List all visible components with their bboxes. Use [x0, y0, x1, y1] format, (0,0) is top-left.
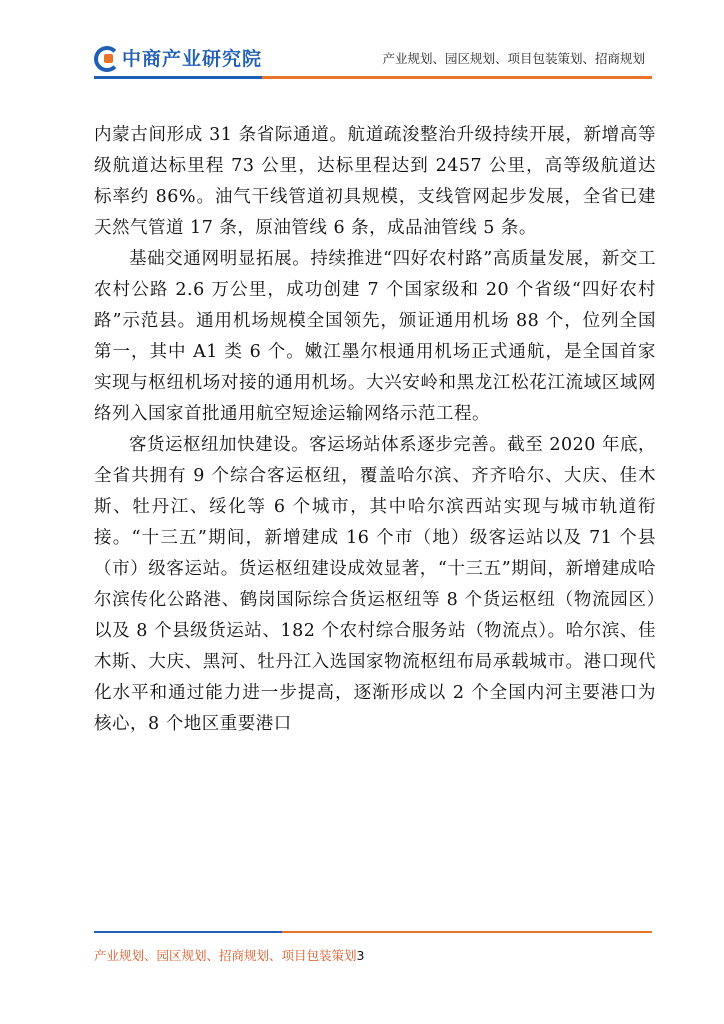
- logo-text: 中商产业研究院: [122, 48, 263, 70]
- page-footer: [94, 946, 364, 964]
- document-body: [94, 120, 656, 740]
- header-tagline: 产业规划、园区规划、项目包装策划、招商规划: [382, 51, 645, 66]
- footer-divider-orange: [282, 931, 652, 933]
- page-number: 3: [356, 948, 365, 963]
- footer-divider-blue: [94, 931, 282, 933]
- header-divider-orange: [262, 76, 652, 79]
- logo-mark-icon: [94, 46, 118, 70]
- company-logo: [94, 44, 262, 71]
- footer-tagline: 产业规划、园区规划、招商规划、项目包装策划: [94, 948, 357, 963]
- paragraph-1: 内蒙古间形成 31 条省际通道。航道疏浚整治升级持续开展，新增高等级航道达标里程 73 公里，达标里程达到 2457 公里，高等级航道达标率约 86%。油气干线管道初具规模，支线管网起步发展，全省已建天然气管道 17 条，原油管线 6 条，成品油管线 5 条。: [94, 125, 656, 238]
- page-header: [0, 0, 724, 82]
- paragraph-2: 基础交通网明显拓展。持续推进“四好农村路”高质量发展，新交工农村公路 2.6 万公里，成功创建 7 个国家级和 20 个省级“四好农村路”示范县。通用机场规模全国领先，颁证通用机场 88 个，位列全国第一，其中 A1 类 6 个。嫩江墨尔根通用机场正式通航，是全国首家实现与枢纽机场对接的通用机场。大兴安岭和黑龙江松花江流域区域网络列入国家首批通用航空短途运输网络示范工程。: [94, 249, 656, 424]
- header-divider-blue: [94, 76, 262, 79]
- paragraph-3: 客货运枢纽加快建设。客运场站体系逐步完善。截至 2020 年底，全省共拥有 9 个综合客运枢纽，覆盖哈尔滨、齐齐哈尔、大庆、佳木斯、牡丹江、绥化等 6 个城市，其中哈尔滨西站实现与城市轨道衔接。“十三五”期间，新增建成 16 个市（地）级客运站以及 71 个县（市）级客运站。货运枢纽建设成效显著，“十三五”期间，新增建成哈尔滨传化公路港、鹤岗国际综合货运枢纽等 8 个货运枢纽（物流园区）以及 8 个县级货运站、182 个农村综合服务站（物流点）。哈尔滨、佳木斯、大庆、黑河、牡丹江入选国家物流枢纽布局承载城市。港口现代化水平和通过能力进一步提高，逐渐形成以 2 个全国内河主要港口为核心，8 个地区重要港口: [94, 435, 656, 734]
